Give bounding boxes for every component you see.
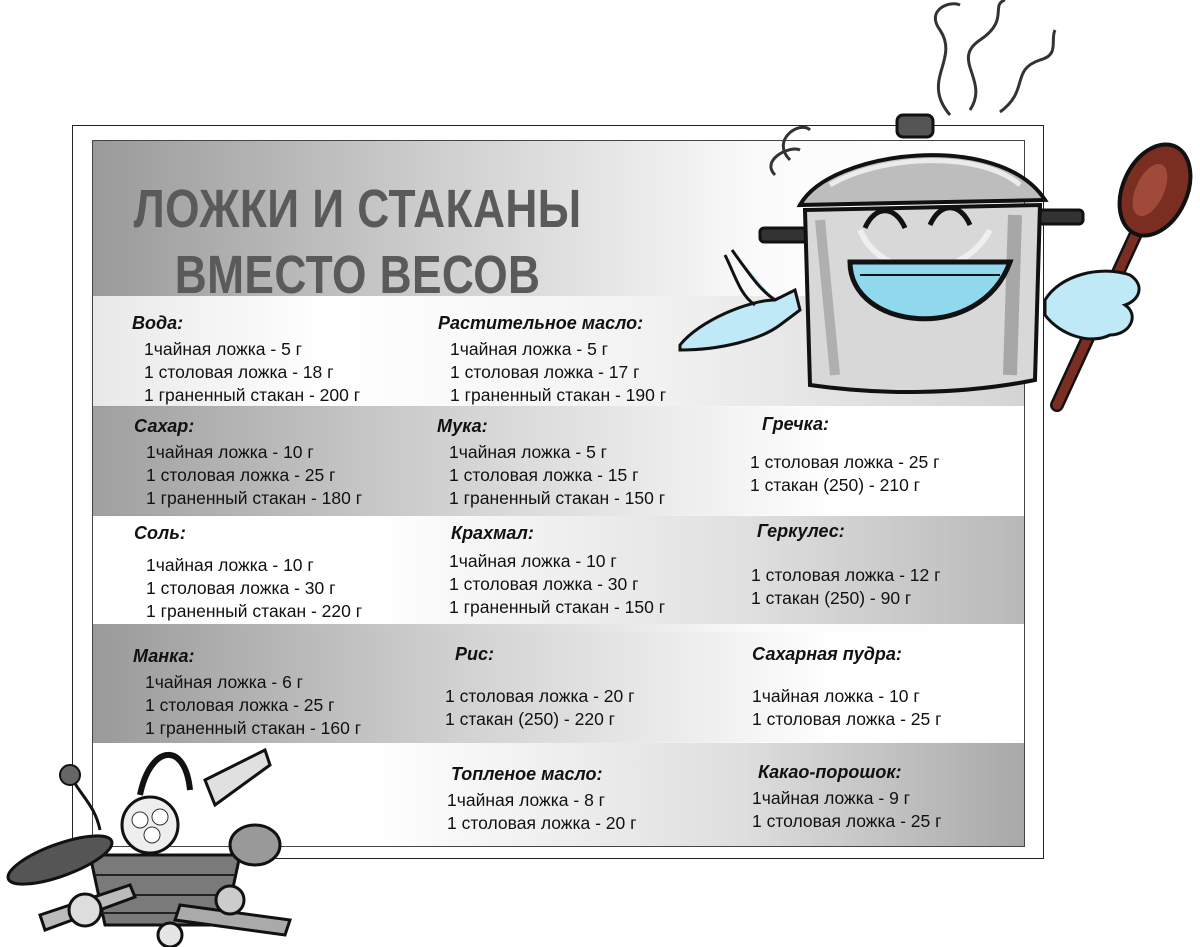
item-saharnaya-pudra	[752, 643, 942, 731]
item-name: Мука:	[437, 416, 488, 436]
item-line: 1 граненный стакан - 150 г	[449, 488, 666, 508]
item-grechka	[750, 413, 940, 497]
item-line: 1 столовая ложка - 30 г	[146, 578, 336, 598]
item-line: 1 столовая ложка - 25 г	[146, 465, 336, 485]
item-line: 1 столовая ложка - 15 г	[449, 465, 639, 485]
title-line-1: ЛОЖКИ И СТАКАНЫ	[133, 179, 582, 239]
item-line: 1 граненный стакан - 220 г	[146, 601, 363, 621]
item-name: Растительное масло:	[438, 313, 644, 333]
item-name: Манка:	[133, 646, 195, 666]
item-line: 1чайная ложка - 5 г	[450, 339, 609, 359]
vegetable-basket-illustration	[0, 735, 320, 947]
item-muka	[437, 415, 665, 510]
item-line: 1 стакан (250) - 220 г	[445, 709, 616, 729]
item-toplenoe-maslo	[447, 763, 637, 835]
item-line: 1 столовая ложка - 25 г	[145, 695, 335, 715]
item-line: 1 столовая ложка - 30 г	[449, 574, 639, 594]
page-title	[128, 176, 587, 308]
item-line: 1 столовая ложка - 20 г	[447, 813, 637, 833]
item-line: 1чайная ложка - 5 г	[144, 339, 303, 359]
wooden-spoon-icon	[1057, 133, 1200, 405]
item-line: 1 граненный стакан - 180 г	[146, 488, 363, 508]
item-line: 1чайная ложка - 10 г	[752, 686, 920, 706]
item-line: 1чайная ложка - 10 г	[146, 442, 314, 462]
item-name: Рис:	[455, 644, 495, 664]
item-line: 1чайная ложка - 10 г	[449, 551, 617, 571]
leek-icon	[205, 750, 270, 805]
item-line: 1 граненный стакан - 190 г	[450, 385, 667, 405]
item-line: 1чайная ложка - 5 г	[449, 442, 608, 462]
item-line: 1 столовая ложка - 25 г	[752, 709, 942, 729]
item-line: 1 столовая ложка - 17 г	[450, 362, 640, 382]
item-gerkules	[751, 520, 941, 610]
item-name: Гречка:	[762, 414, 829, 434]
item-sol	[134, 522, 362, 623]
item-line: 1чайная ложка - 8 г	[447, 790, 606, 810]
item-line: 1 столовая ложка - 25 г	[752, 811, 942, 831]
cartoon-pot-illustration	[660, 0, 1200, 420]
item-name: Соль:	[134, 523, 186, 543]
item-line: 1 граненный стакан - 150 г	[449, 597, 666, 617]
item-krahmal	[437, 522, 665, 619]
item-line: 1 стакан (250) - 210 г	[750, 475, 921, 495]
steam-icon	[771, 0, 1055, 175]
item-name: Какао-порошок:	[758, 762, 902, 782]
item-kakao-poroshok	[752, 761, 942, 833]
item-line: 1 столовая ложка - 20 г	[445, 686, 635, 706]
item-name: Крахмал:	[451, 523, 534, 543]
item-name: Топленое масло:	[451, 764, 603, 784]
item-sahar	[134, 415, 362, 510]
cauliflower-icon	[122, 797, 178, 853]
item-name: Вода:	[132, 313, 184, 333]
item-line: 1чайная ложка - 10 г	[146, 555, 314, 575]
title-line-2: ВМЕСТО ВЕСОВ	[174, 245, 541, 305]
item-line: 1 граненный стакан - 200 г	[144, 385, 361, 405]
item-line: 1 стакан (250) - 90 г	[751, 588, 912, 608]
glove-right-icon	[1045, 271, 1139, 339]
item-ris	[445, 643, 635, 731]
item-name: Сахарная пудра:	[752, 644, 902, 664]
item-line: 1 столовая ложка - 18 г	[144, 362, 334, 382]
item-line: 1 граненный стакан - 160 г	[145, 718, 362, 738]
item-voda	[132, 312, 360, 407]
onion-icon	[69, 894, 101, 926]
item-line: 1 столовая ложка - 12 г	[751, 565, 941, 585]
artichoke-icon	[230, 825, 280, 865]
item-name: Геркулес:	[757, 521, 845, 541]
item-line: 1чайная ложка - 9 г	[752, 788, 911, 808]
glove-left-icon	[680, 250, 800, 350]
mushroom-icon	[216, 886, 244, 914]
item-line: 1 столовая ложка - 25 г	[750, 452, 940, 472]
item-line: 1чайная ложка - 6 г	[145, 672, 304, 692]
item-manka	[133, 645, 361, 740]
item-name: Сахар:	[134, 416, 195, 436]
item-rastitelnoe-maslo	[438, 312, 666, 407]
